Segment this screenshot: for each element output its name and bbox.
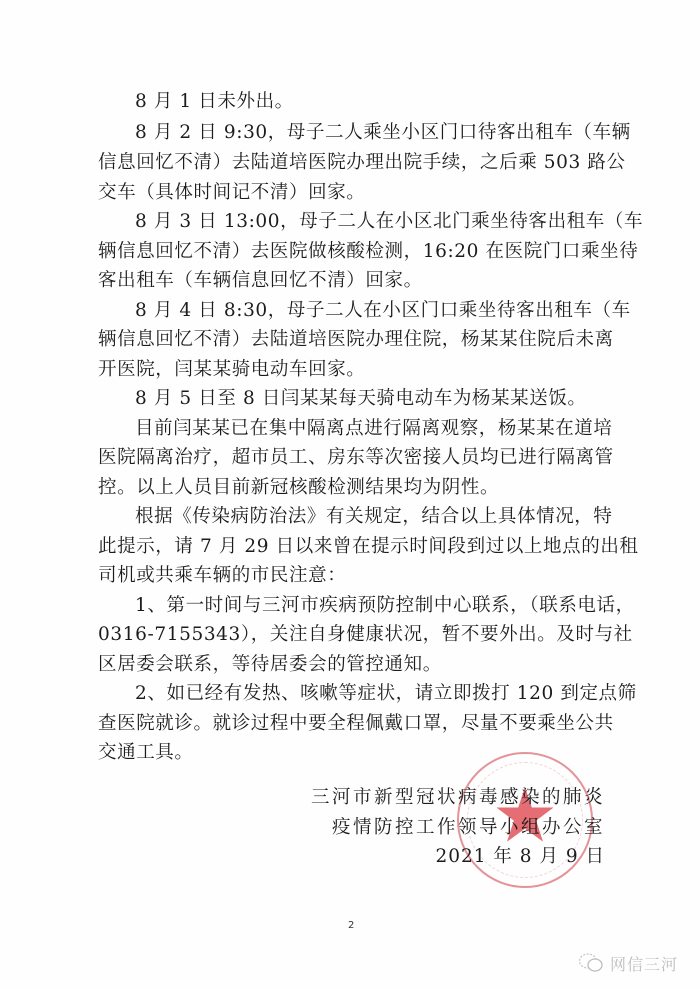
para-aug4-line3: 开医院，闫某某骑电动车回家。 (98, 359, 366, 380)
para-aug3-line3: 客出租车（车辆信息回忆不清）回家。 (98, 270, 423, 291)
para-aug3-line2: 辆信息回忆不清）去医院做核酸检测，16:20 在医院门口乘坐待 (98, 241, 639, 262)
para-aug4-line2: 辆信息回忆不清）去陆道培医院办理住院，杨某某住院后未离 (98, 329, 614, 350)
item2-line3: 交通工具。 (98, 742, 194, 763)
item1-line2: 0316-7155343），关注自身健康状况，暂不要外出。及时与社 (98, 624, 633, 645)
signature-date: 2021 年 8 月 9 日 (435, 846, 605, 867)
para-aug3-line1: 8 月 3 日 13:00，母子二人在小区北门乘坐待客出租车（车 (135, 211, 644, 232)
para-aug5-8: 8 月 5 日至 8 日闫某某每天骑电动车为杨某某送饭。 (135, 388, 587, 409)
item1-line1: 1、第一时间与三河市疾病预防控制中心联系，（联系电话， (135, 595, 635, 616)
para-aug2-line1: 8 月 2 日 9:30，母子二人乘坐小区门口待客出租车（车辆 (135, 122, 631, 143)
page-number: 2 (348, 920, 355, 931)
watermark (578, 950, 678, 976)
para-status-line2: 医院隔离治疗，超市员工、房东等次密接人员均已进行隔离管 (98, 447, 614, 468)
para-aug4-line1: 8 月 4 日 8:30，母子二人在小区门口乘坐待客出租车（车 (135, 300, 631, 321)
item2-line1: 2、如已经有发热、咳嗽等症状，请立即拨打 120 到定点筛 (135, 683, 637, 704)
wechat-icon (578, 952, 604, 974)
para-notice-line3: 司机或共乘车辆的市民注意： (98, 565, 347, 586)
para-aug2-line3: 交车（具体时间记不清）回家。 (98, 182, 366, 203)
para-notice-line1: 根据《传染病防治法》有关规定，结合以上具体情况，特 (135, 506, 613, 527)
signature-org-line1: 三河市新型冠状病毒感染的肺炎 (310, 787, 605, 808)
para-status-line3: 控。以上人员目前新冠核酸检测结果均为阴性。 (98, 477, 500, 498)
para-status-line1: 目前闫某某已在集中隔离点进行隔离观察，杨某某在道培 (135, 418, 613, 439)
item2-line2: 查医院就诊。就诊过程中要全程佩戴口罩，尽量不要乘坐公共 (98, 713, 614, 734)
signature-org-line2: 疫情防控工作领导小组办公室 (331, 817, 605, 838)
para-aug2-line2: 信息回忆不清）去陆道培医院办理出院手续，之后乘 503 路公 (98, 152, 626, 173)
para-notice-line2: 此提示，请 7 月 29 日以来曾在提示时间段到过以上地点的出租 (98, 536, 639, 557)
watermark-text: 网信三河 (610, 954, 679, 974)
item1-line3: 区居委会联系，等待居委会的管控通知。 (98, 654, 442, 675)
para-aug1: 8 月 1 日未外出。 (135, 91, 294, 112)
